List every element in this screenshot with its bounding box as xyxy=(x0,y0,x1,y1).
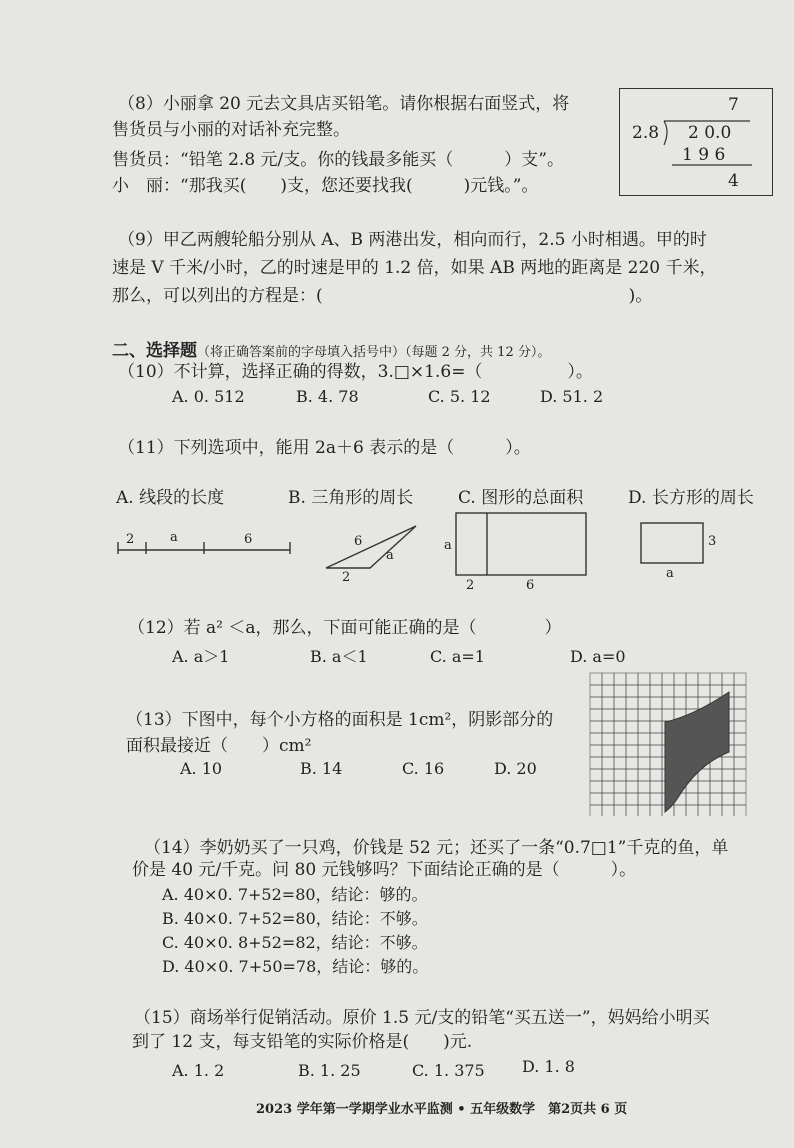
grid-cell xyxy=(638,709,650,721)
grid-cell xyxy=(698,793,710,805)
rect-d-label-a: a xyxy=(666,566,674,581)
grid-cell xyxy=(614,673,626,685)
grid-cell xyxy=(638,673,650,685)
grid-cell xyxy=(734,745,746,757)
grid-cell xyxy=(614,709,626,721)
q12-option-a: A. a＞1 xyxy=(172,647,230,666)
grid-cell xyxy=(650,769,662,781)
triangle-label-6: 6 xyxy=(354,534,363,549)
grid-cell xyxy=(602,685,614,697)
grid-cell xyxy=(638,769,650,781)
grid-cell xyxy=(602,709,614,721)
grid-cell xyxy=(590,781,602,793)
grid-cell xyxy=(722,781,734,793)
grid-cell xyxy=(698,673,710,685)
q11-option-d: D. 长方形的周长 xyxy=(628,488,754,508)
grid-cell xyxy=(590,745,602,757)
grid-cell xyxy=(614,685,626,697)
grid-cell xyxy=(686,673,698,685)
grid-cell xyxy=(650,685,662,697)
q11-stem: （11）下列选项中，能用 2a＋6 表示的是（ ）。 xyxy=(118,438,531,458)
grid-cell xyxy=(590,733,602,745)
rect-d-label-3: 3 xyxy=(708,534,717,549)
grid-cell xyxy=(614,757,626,769)
division-dividend: 2 0.0 xyxy=(688,123,732,143)
q9-line3: 那么，可以列出的方程是：( )。 xyxy=(112,286,653,306)
grid-cell xyxy=(710,769,722,781)
grid-cell xyxy=(638,697,650,709)
grid-cell xyxy=(602,697,614,709)
grid-cell xyxy=(614,697,626,709)
grid-cell xyxy=(602,673,614,685)
q15-line1: （15）商场举行促销活动。原价 1.5 元/支的铅笔“买五送一”，妈妈给小明买 xyxy=(134,1008,710,1028)
grid-cell xyxy=(638,685,650,697)
page-footer: 2023 学年第一学期学业水平监测 • 五年级数学 第2页共 6 页 xyxy=(256,1102,628,1117)
grid-cell xyxy=(650,757,662,769)
grid-cell xyxy=(722,757,734,769)
triangle-label-a: a xyxy=(386,548,394,563)
grid-cell xyxy=(722,793,734,805)
grid-cell xyxy=(734,673,746,685)
grid-cell xyxy=(638,781,650,793)
rect-c-label-a: a xyxy=(444,538,452,553)
grid-cell xyxy=(650,697,662,709)
grid-cell xyxy=(674,685,686,697)
grid-cell xyxy=(614,733,626,745)
shaded-region xyxy=(665,692,729,812)
grid-cell xyxy=(734,721,746,733)
grid-cell xyxy=(650,745,662,757)
grid-cell xyxy=(590,673,602,685)
grid-cell xyxy=(710,685,722,697)
q13-option-c: C. 16 xyxy=(402,759,445,778)
division-quotient: 7 xyxy=(728,95,739,115)
division-divisor: 2.8 xyxy=(632,123,660,143)
grid-cell xyxy=(734,769,746,781)
grid-cell xyxy=(614,793,626,805)
q14-option-c: C. 40×0. 8+52=82，结论：不够。 xyxy=(162,933,428,952)
grid-cell xyxy=(650,673,662,685)
q12-option-c: C. a=1 xyxy=(430,647,485,666)
section2-note: （将正确答案前的字母填入括号中）（每题 2 分，共 12 分）。 xyxy=(197,345,551,360)
section2-title: 二、选择题 xyxy=(112,341,197,361)
q10-option-b: B. 4. 78 xyxy=(296,387,359,406)
grid-cell xyxy=(686,697,698,709)
grid-cell xyxy=(734,781,746,793)
grid-cell xyxy=(722,769,734,781)
grid-cell xyxy=(638,733,650,745)
q14-line1: （14）李奶奶买了一只鸡，价钱是 52 元；还买了一条“0.7□1”千克的鱼，单 xyxy=(144,838,729,858)
grid-cell xyxy=(626,781,638,793)
q12-stem: （12）若 a² ＜a，那么，下面可能正确的是（ ） xyxy=(128,618,562,638)
grid-cell xyxy=(674,805,686,816)
q15-option-c: C. 1. 375 xyxy=(412,1061,485,1080)
q8-line4: 小 丽：“那我买( )支，您还要找我( )元钱。”。 xyxy=(112,176,539,196)
q11-option-c: C. 图形的总面积 xyxy=(458,488,584,508)
rect-c-label-6: 6 xyxy=(526,578,535,593)
grid-cell xyxy=(626,733,638,745)
grid-cell xyxy=(662,673,674,685)
composite-rectangle-figure xyxy=(455,512,589,578)
grid-cell xyxy=(602,721,614,733)
q14-option-a: A. 40×0. 7+52=80，结论：够的。 xyxy=(162,885,428,904)
grid-cell xyxy=(734,733,746,745)
grid-cell xyxy=(614,721,626,733)
grid-cell xyxy=(602,793,614,805)
grid-cell xyxy=(662,697,674,709)
grid-cell xyxy=(710,673,722,685)
grid-cell xyxy=(626,805,638,816)
grid-cell xyxy=(734,805,746,816)
grid-cell xyxy=(614,769,626,781)
grid-cell xyxy=(734,757,746,769)
grid-cell xyxy=(626,673,638,685)
grid-cell xyxy=(590,757,602,769)
grid-cell xyxy=(626,685,638,697)
q15-option-d: D. 1. 8 xyxy=(522,1057,575,1076)
grid-cell xyxy=(662,685,674,697)
grid-cell xyxy=(602,745,614,757)
grid-cell xyxy=(638,757,650,769)
q14-option-d: D. 40×0. 7+50=78，结论：够的。 xyxy=(162,957,429,976)
grid-cell xyxy=(614,781,626,793)
grid-cell xyxy=(614,745,626,757)
grid-cell xyxy=(674,697,686,709)
q8-line2: 售货员与小丽的对话补充完整。 xyxy=(112,120,350,140)
q13-line1: （13）下图中，每个小方格的面积是 1cm²，阴影部分的 xyxy=(126,710,554,730)
grid-cell xyxy=(674,673,686,685)
grid-cell xyxy=(722,805,734,816)
division-product: 1 9 6 xyxy=(682,145,726,165)
grid-cell xyxy=(638,721,650,733)
grid-cell xyxy=(686,793,698,805)
q14-option-b: B. 40×0. 7+52=80，结论：不够。 xyxy=(162,909,428,928)
grid-cell xyxy=(590,793,602,805)
grid-cell xyxy=(590,697,602,709)
grid-cell xyxy=(590,721,602,733)
segment-figure xyxy=(112,530,296,556)
grid-cell xyxy=(638,793,650,805)
segment-label-2: 2 xyxy=(126,532,135,547)
q8-line1: （8）小丽拿 20 元去文具店买铅笔。请你根据右面竖式，将 xyxy=(118,94,570,114)
grid-cell xyxy=(686,805,698,816)
grid-cell xyxy=(638,745,650,757)
grid-cell xyxy=(626,709,638,721)
q13-option-b: B. 14 xyxy=(300,759,343,778)
grid-cell xyxy=(590,685,602,697)
grid-cell xyxy=(734,697,746,709)
q11-option-a: A. 线段的长度 xyxy=(116,488,225,508)
grid-cell xyxy=(626,793,638,805)
grid-cell xyxy=(710,781,722,793)
grid-cell xyxy=(626,721,638,733)
grid-cell xyxy=(650,709,662,721)
grid-cell xyxy=(698,805,710,816)
q10-option-c: C. 5. 12 xyxy=(428,387,491,406)
grid-cell xyxy=(626,745,638,757)
grid-cell xyxy=(650,721,662,733)
q15-line2: 到了 12 支，每支铅笔的实际价格是( )元. xyxy=(132,1032,473,1052)
grid-cell xyxy=(734,793,746,805)
grid-cell xyxy=(650,805,662,816)
q8-line3: 售货员：“铅笔 2.8 元/支。你的钱最多能买（ ）支”。 xyxy=(112,150,564,170)
grid-cell xyxy=(650,733,662,745)
grid-cell xyxy=(734,685,746,697)
grid-cell xyxy=(698,781,710,793)
q13-option-d: D. 20 xyxy=(494,759,537,778)
grid-cell xyxy=(614,805,626,816)
q9-line1: （9）甲乙两艘轮船分别从 A、B 两港出发，相向而行，2.5 小时相遇。甲的时 xyxy=(118,230,707,250)
long-division-box xyxy=(619,88,773,196)
q10-stem: （10）不计算，选择正确的得数，3.□×1.6=（ ）。 xyxy=(118,362,593,382)
grid-cell xyxy=(590,805,602,816)
segment-label-6: 6 xyxy=(244,532,253,547)
q13-option-a: A. 10 xyxy=(180,759,223,778)
rect-c-label-2: 2 xyxy=(466,578,475,593)
triangle-label-2: 2 xyxy=(342,570,351,585)
grid-cell xyxy=(686,685,698,697)
grid-cell xyxy=(650,793,662,805)
q15-option-a: A. 1. 2 xyxy=(172,1061,225,1080)
q12-option-b: B. a＜1 xyxy=(310,647,368,666)
q14-line2: 价是 40 元/千克。问 80 元钱够吗？下面结论正确的是（ ）。 xyxy=(132,860,637,880)
q11-option-b: B. 三角形的周长 xyxy=(288,488,414,508)
grid-cell xyxy=(602,757,614,769)
grid-cell xyxy=(638,805,650,816)
division-remainder: 4 xyxy=(728,171,739,191)
grid-shaded-figure xyxy=(589,672,747,816)
q13-line2: 面积最接近（ ）cm² xyxy=(126,736,312,756)
grid-cell xyxy=(590,709,602,721)
grid-cell xyxy=(590,769,602,781)
triangle-figure xyxy=(322,522,422,574)
grid-cell xyxy=(602,769,614,781)
q15-option-b: B. 1. 25 xyxy=(298,1061,361,1080)
grid-cell xyxy=(626,769,638,781)
grid-cell xyxy=(710,793,722,805)
grid-cell xyxy=(710,805,722,816)
grid-cell xyxy=(650,781,662,793)
grid-cell xyxy=(626,757,638,769)
grid-cell xyxy=(602,805,614,816)
grid-cell xyxy=(662,709,674,721)
grid-cell xyxy=(602,733,614,745)
grid-cell xyxy=(722,673,734,685)
section2-heading xyxy=(112,336,550,361)
grid-cell xyxy=(734,709,746,721)
rectangle-d-figure xyxy=(640,522,706,566)
q10-option-a: A. 0. 512 xyxy=(172,387,245,406)
q9-line2: 速是 V 千米/小时，乙的时速是甲的 1.2 倍，如果 AB 两地的距离是 220 千米， xyxy=(112,258,717,278)
grid-cell xyxy=(602,781,614,793)
q12-option-d: D. a=0 xyxy=(570,647,626,666)
grid-cell xyxy=(698,685,710,697)
grid-cell xyxy=(626,697,638,709)
segment-label-a: a xyxy=(170,530,178,545)
q10-option-d: D. 51. 2 xyxy=(540,387,604,406)
